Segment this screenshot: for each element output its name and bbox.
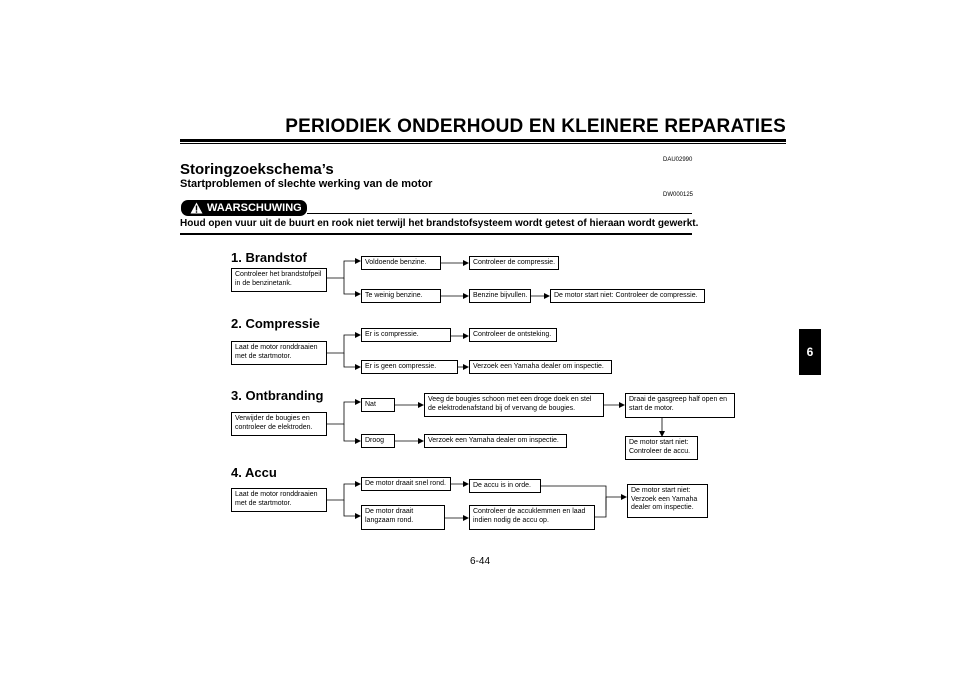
- c4-start-box: [231, 488, 327, 512]
- c3-a-next-line2: de elektrodenafstand bij of vervang de bougies.: [428, 404, 576, 412]
- c3-a-next2-box: [625, 393, 735, 418]
- warning-code: DW000125: [663, 192, 694, 198]
- doc-code: DAU02990: [663, 157, 693, 163]
- c2-start-line1: Laat de motor ronddraaien: [235, 344, 318, 351]
- c2-b-next-box: Verzoek een Yamaha dealer om inspectie.: [469, 360, 612, 374]
- c4-end-line3: dealer om inspectie.: [631, 504, 694, 511]
- c3-a-next2-line1: Draai de gasgreep half open en: [629, 396, 728, 403]
- c1-a-box: Voldoende benzine.: [361, 256, 441, 270]
- c4-b-next-line2: indien nodig de accu op.: [473, 516, 549, 524]
- warning-label: WAARSCHUWING: [207, 202, 302, 214]
- c3-a-next-line1: Veeg de bougies schoon met een droge doek en stel: [428, 396, 592, 403]
- c4-start-line2: met de startmotor.: [235, 499, 292, 507]
- c2-start-line2: met de startmotor.: [235, 352, 292, 360]
- c3-a-next2-line2: start de motor.: [629, 404, 674, 412]
- c4-b-box: [361, 505, 445, 530]
- warning-text: Houd open vuur uit de buurt en rook niet terwijl het brandstofsysteem wordt getest of hieraan wordt gewerkt.: [180, 218, 699, 229]
- page-title: PERIODIEK ONDERHOUD EN KLEINERE REPARATIES: [285, 116, 786, 137]
- c4-end-line1: De motor start niet:: [631, 487, 691, 494]
- category-ontbranding-title: 3. Ontbranding: [231, 388, 324, 403]
- category-brandstof-title: 1. Brandstof: [231, 250, 307, 265]
- c3-b-next-box: Verzoek een Yamaha dealer om inspectie.: [424, 434, 567, 448]
- c1-b-next2-box: De motor start niet: Controleer de compressie.: [550, 289, 705, 303]
- c3-a-next3-box: [625, 436, 698, 460]
- c2-b-box: Er is geen compressie.: [361, 360, 458, 374]
- c2-a-next-box: Controleer de ontsteking.: [469, 328, 557, 342]
- c3-start-line1: Verwijder de bougies en: [235, 415, 310, 422]
- c4-b-line2: langzaam rond.: [365, 516, 414, 524]
- c1-b-box: Te weinig benzine.: [361, 289, 441, 303]
- category-compressie-title: 2. Compressie: [231, 316, 320, 331]
- section-subtitle: Startproblemen of slechte werking van de motor: [180, 178, 433, 190]
- c4-end-line2: Verzoek een Yamaha: [631, 495, 698, 503]
- category-accu-title: 4. Accu: [231, 465, 277, 480]
- c3-a-next-box: [424, 393, 604, 417]
- page-number: 6-44: [470, 556, 491, 567]
- c4-a-box: De motor draait snel rond.: [361, 477, 451, 491]
- c1-start-box: [231, 268, 327, 292]
- c4-b-next-box: [469, 505, 595, 530]
- c2-a-box: Er is compressie.: [361, 328, 451, 342]
- c4-b-next-line1: Controleer de accuklemmen en laad: [473, 508, 586, 515]
- c3-b-box: Droog: [361, 434, 395, 448]
- c4-b-line1: De motor draait: [365, 508, 414, 515]
- c1-start-line1: Controleer het brandstofpeil: [235, 271, 322, 278]
- c3-start-line2: controleer de elektroden.: [235, 423, 313, 431]
- c1-b-next-box: Benzine bijvullen.: [469, 289, 531, 303]
- c4-end-box: [627, 484, 708, 518]
- c1-a-next-box: Controleer de compressie.: [469, 256, 559, 270]
- section-title: Storingzoekschema’s: [180, 161, 334, 178]
- c3-a-next3-line2: Controleer de accu.: [629, 447, 691, 455]
- c4-start-line1: Laat de motor ronddraaien: [235, 491, 318, 498]
- c4-a-next-box: De accu is in orde.: [469, 479, 541, 493]
- c3-a-next3-line1: De motor start niet:: [629, 439, 689, 446]
- c3-a-box: Nat: [361, 398, 395, 412]
- c1-start-line2: in de benzinetank.: [235, 279, 292, 287]
- c3-start-box: [231, 412, 327, 436]
- c2-start-box: [231, 341, 327, 365]
- chapter-tab: 6: [799, 329, 821, 375]
